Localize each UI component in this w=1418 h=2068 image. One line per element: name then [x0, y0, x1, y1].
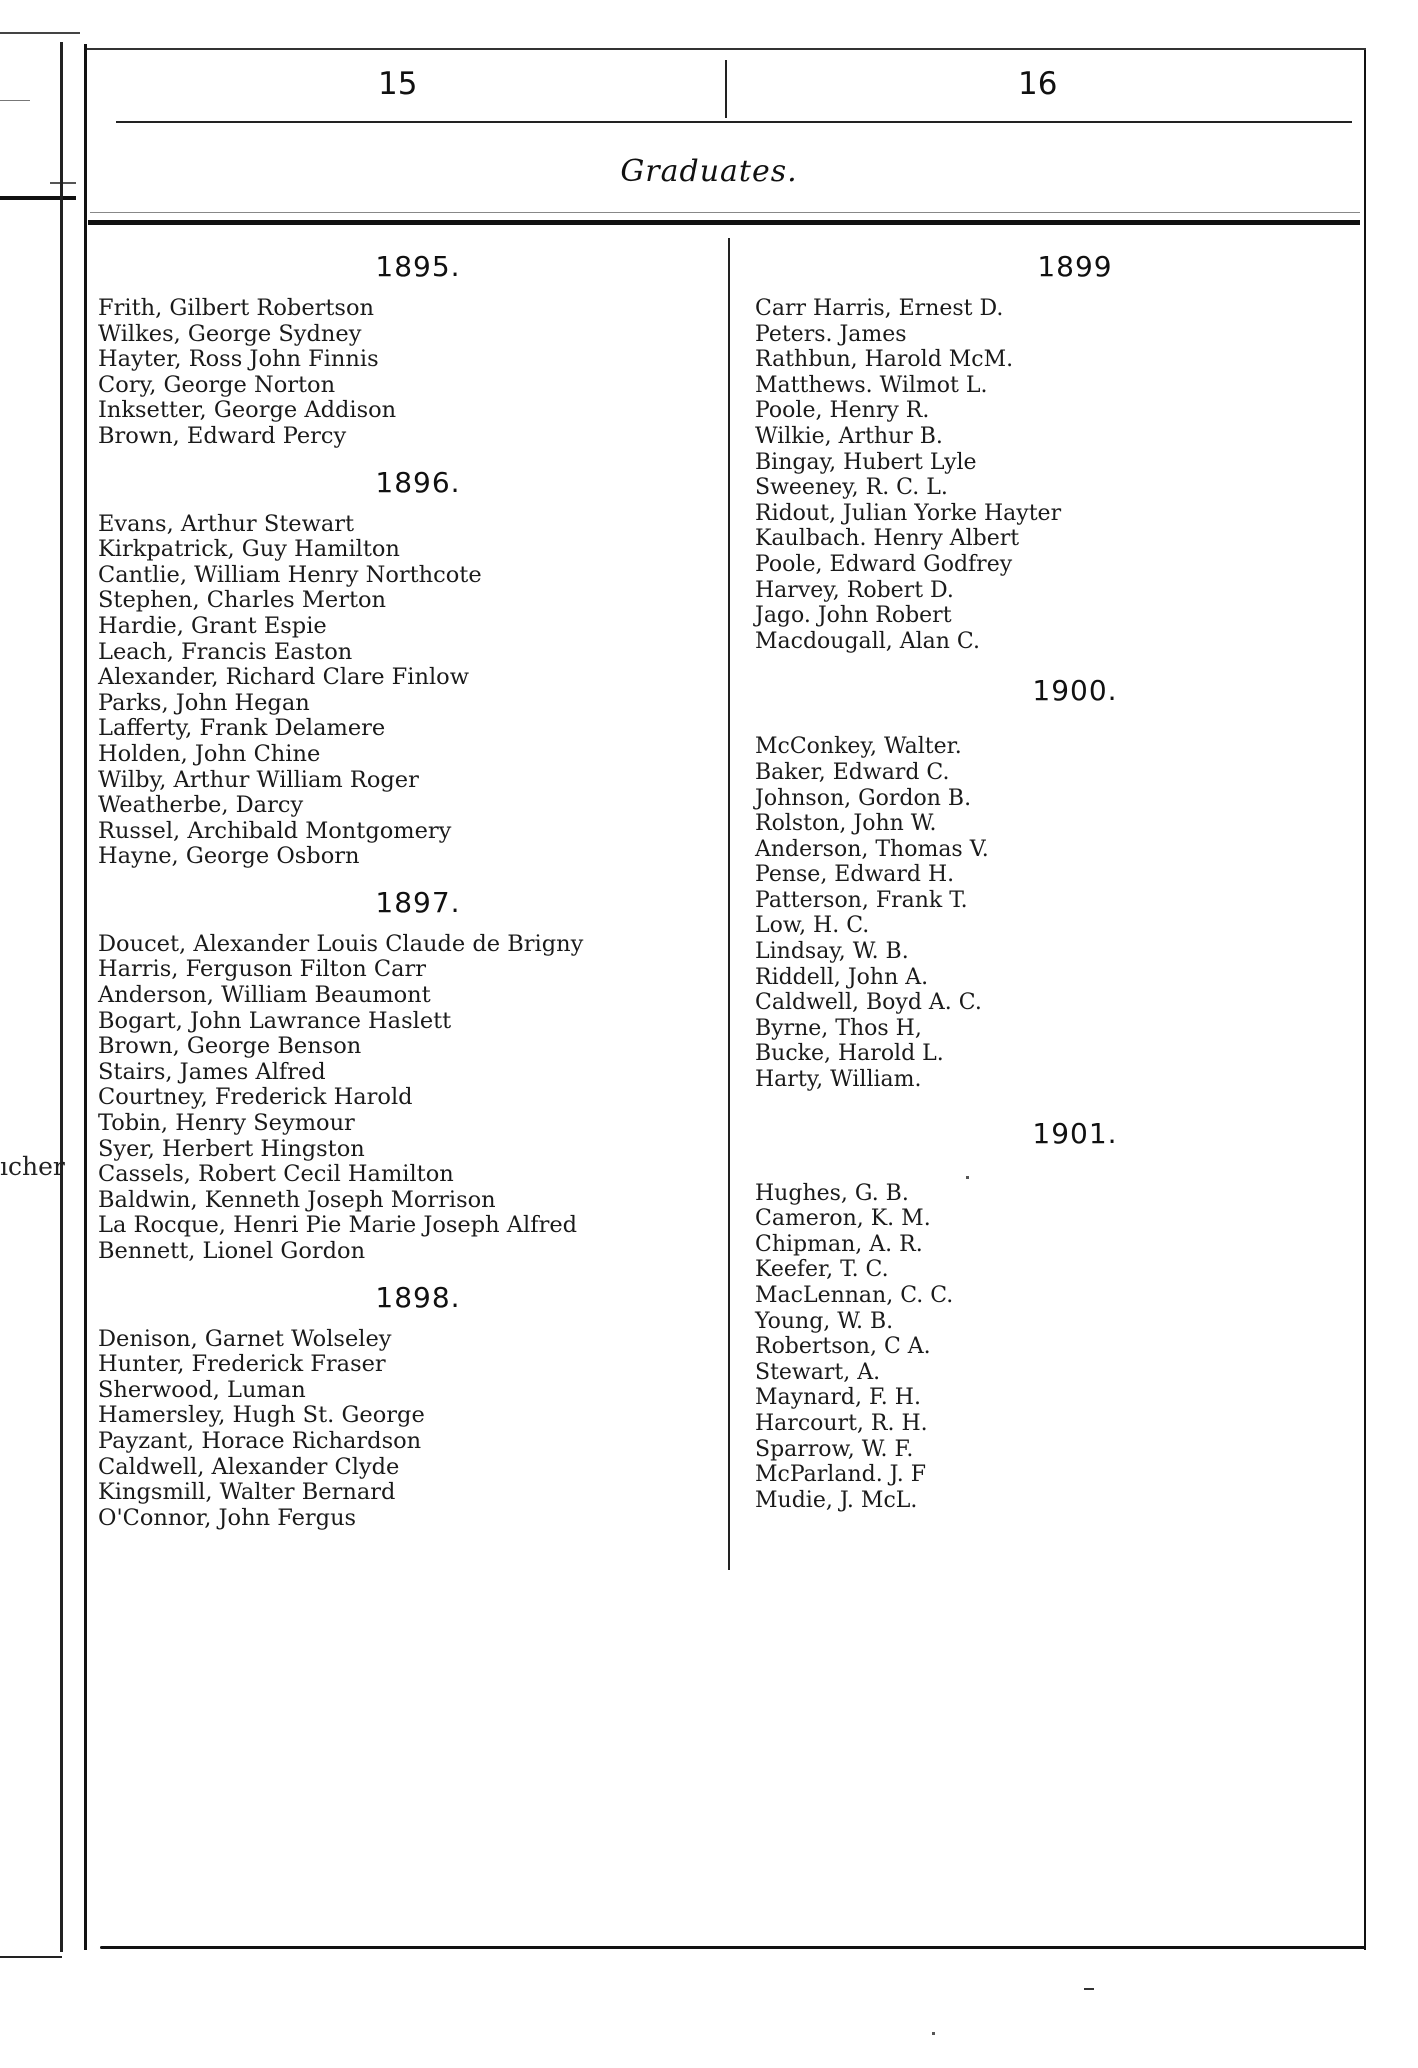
graduate-name: Kirkpatrick, Guy Hamilton	[98, 536, 400, 563]
graduate-list	[98, 1327, 718, 1532]
year-heading: 1901.	[1032, 1116, 1118, 1150]
graduate-name: Wilkes, George Sydney	[98, 320, 362, 347]
year-heading: 1896.	[375, 465, 461, 499]
margin-text: ıcher	[0, 1152, 65, 1181]
graduate-name: Payzant, Horace Richardson	[98, 1427, 422, 1454]
year-section	[98, 454, 718, 874]
graduate-name: Harcourt, R. H.	[755, 1410, 928, 1436]
left-column	[98, 238, 718, 1531]
year-section	[98, 1269, 718, 1532]
graduate-name: Sparrow, W. F.	[755, 1436, 914, 1462]
graduate-name: Bingay, Hubert Lyle	[755, 449, 977, 475]
graduate-name: Baker, Edward C.	[755, 759, 950, 785]
graduate-name: Harvey, Robert D.	[755, 577, 954, 603]
graduate-name: Sherwood, Luman	[98, 1376, 306, 1403]
graduate-name: Byrne, Thos H,	[755, 1015, 922, 1041]
year-heading: 1895.	[375, 250, 461, 283]
graduate-name: Peters. James	[755, 321, 907, 347]
graduate-list	[755, 734, 1355, 1092]
graduate-name: Harty, William.	[755, 1067, 922, 1093]
graduate-name: Low, H. C.	[755, 913, 870, 939]
year-heading: 1898.	[375, 1280, 461, 1314]
graduate-list	[98, 296, 718, 450]
frame-right-rule	[1364, 50, 1366, 1950]
graduate-name: Cory, George Norton	[98, 371, 336, 398]
graduate-name: Caldwell, Boyd A. C.	[755, 990, 982, 1016]
graduate-name: Rolston, John W.	[755, 811, 937, 837]
graduate-name: Pense, Edward H.	[755, 862, 955, 888]
page-number-left: 15	[378, 66, 418, 102]
section-title: Graduates.	[620, 154, 798, 189]
graduate-name: McConkey, Walter.	[755, 734, 962, 760]
graduate-name: Jago. John Robert	[755, 603, 952, 629]
graduate-name: Bucke, Harold L.	[755, 1041, 944, 1067]
graduate-name: Brown, Edward Percy	[98, 422, 347, 449]
graduate-name: Kaulbach. Henry Albert	[755, 526, 1020, 552]
scan-speck	[1084, 1988, 1094, 1990]
graduate-list	[98, 512, 718, 870]
graduate-name: Baldwin, Kenneth Joseph Morrison	[98, 1186, 496, 1213]
graduate-name: Bennett, Lionel Gordon	[98, 1238, 366, 1264]
graduate-name: McParland. J. F	[755, 1462, 927, 1488]
graduate-name: Poole, Edward Godfrey	[755, 551, 1013, 577]
graduate-name: Rathbun, Harold McM.	[755, 347, 1014, 373]
graduate-name: Stephen, Charles Merton	[98, 587, 387, 614]
graduate-name: Alexander, Richard Clare Finlow	[98, 664, 469, 691]
graduate-name: Hardie, Grant Espie	[98, 612, 327, 639]
graduate-name: Russel, Archibald Montgomery	[98, 817, 452, 844]
year-heading: 1897.	[375, 885, 461, 919]
previous-page-margin	[0, 0, 80, 2068]
graduate-name: Anderson, Thomas V.	[755, 836, 989, 862]
graduate-name: Hamersley, Hugh St. George	[98, 1402, 425, 1429]
year-section	[755, 238, 1355, 662]
graduate-name: Bogart, John Lawrance Haslett	[98, 1007, 452, 1034]
graduate-name: Maynard, F. H.	[755, 1385, 921, 1411]
year-section	[98, 874, 718, 1269]
graduate-name: Holden, John Chine	[98, 740, 321, 767]
graduate-name: Robertson, C A.	[755, 1334, 931, 1360]
graduate-name: Caldwell, Alexander Clyde	[98, 1453, 400, 1480]
graduate-name: Brown, George Benson	[98, 1033, 362, 1060]
graduate-name: Lafferty, Frank Delamere	[98, 715, 386, 742]
graduate-list	[755, 296, 1355, 654]
graduate-name: Weatherbe, Darcy	[98, 792, 304, 819]
graduate-name: Patterson, Frank T.	[755, 887, 968, 913]
graduate-name: Inksetter, George Addison	[98, 397, 397, 424]
scan-speck	[966, 1176, 969, 1179]
column-divider	[728, 238, 730, 1570]
graduate-list	[755, 1181, 1355, 1514]
title-thin-rule	[90, 212, 1360, 213]
graduate-name: Harris, Ferguson Filton Carr	[98, 956, 427, 983]
graduate-name: MacLennan, C. C.	[755, 1283, 954, 1308]
graduate-name: Frith, Gilbert Robertson	[98, 295, 375, 321]
graduate-name: Anderson, William Beaumont	[98, 982, 431, 1009]
year-section	[755, 662, 1355, 1104]
graduate-name: Carr Harris, Ernest D.	[755, 296, 1004, 321]
graduate-name: Courtney, Frederick Harold	[98, 1084, 413, 1111]
graduate-name: O'Connor, John Fergus	[98, 1504, 357, 1531]
graduate-name: Denison, Garnet Wolseley	[98, 1325, 392, 1352]
graduate-name: Hayter, Ross John Finnis	[98, 346, 379, 373]
graduate-name: Johnson, Gordon B.	[755, 785, 972, 811]
graduate-name: Evans, Arthur Stewart	[98, 510, 355, 537]
graduate-name: Macdougall, Alan C.	[755, 628, 980, 654]
graduate-name: Cameron, K. M.	[755, 1206, 931, 1232]
graduate-name: Keefer, T. C.	[755, 1257, 889, 1283]
graduate-name: Parks, John Hegan	[98, 689, 310, 716]
right-column	[755, 238, 1355, 1513]
graduate-name: Wilby, Arthur William Roger	[98, 766, 419, 793]
graduate-name: Doucet, Alexander Louis Claude de Brigny	[98, 930, 584, 957]
graduate-name: Poole, Henry R.	[755, 398, 930, 424]
graduate-name: Tobin, Henry Seymour	[98, 1110, 355, 1137]
page-number-right: 16	[1018, 66, 1058, 102]
graduate-name: Kingsmill, Walter Bernard	[98, 1479, 396, 1506]
title-thick-rule	[88, 220, 1360, 225]
year-heading: 1900.	[1032, 674, 1118, 708]
graduate-name: Cassels, Robert Cecil Hamilton	[98, 1161, 454, 1188]
graduate-name: Lindsay, W. B.	[755, 939, 909, 965]
graduate-name: Young, W. B.	[755, 1308, 894, 1334]
graduate-name: Ridout, Julian Yorke Hayter	[755, 500, 1062, 526]
graduate-name: Hayne, George Osborn	[98, 843, 360, 870]
graduate-name: Riddell, John A.	[755, 964, 929, 990]
year-section	[755, 1105, 1355, 1514]
graduate-name: Mudie, J. McL.	[755, 1487, 918, 1513]
graduate-name: Hunter, Frederick Fraser	[98, 1351, 386, 1378]
graduate-name: Matthews. Wilmot L.	[755, 372, 988, 398]
header-rule	[116, 121, 1352, 123]
year-heading: 1899	[1037, 250, 1113, 283]
frame-bottom-rule	[100, 1946, 1366, 1949]
graduate-name: Cantlie, William Henry Northcote	[98, 561, 482, 588]
frame-left-rule	[84, 44, 87, 1950]
page-number-divider	[725, 60, 727, 118]
graduate-name: Wilkie, Arthur B.	[755, 423, 943, 449]
graduate-name: Sweeney, R. C. L.	[755, 475, 948, 501]
frame-top-rule	[84, 48, 1366, 50]
graduate-name: Leach, Francis Easton	[98, 638, 353, 665]
graduate-name: Chipman, A. R.	[755, 1231, 923, 1257]
graduate-name: Stewart, A.	[755, 1359, 881, 1385]
scan-speck	[932, 2032, 935, 2035]
graduate-name: Syer, Herbert Hingston	[98, 1135, 365, 1162]
graduate-name: Hughes, G. B.	[755, 1180, 909, 1206]
graduate-list	[98, 932, 718, 1265]
graduate-name: Stairs, James Alfred	[98, 1058, 326, 1085]
year-section	[98, 238, 718, 454]
graduate-name: La Rocque, Henri Pie Marie Joseph Alfred	[98, 1212, 578, 1239]
